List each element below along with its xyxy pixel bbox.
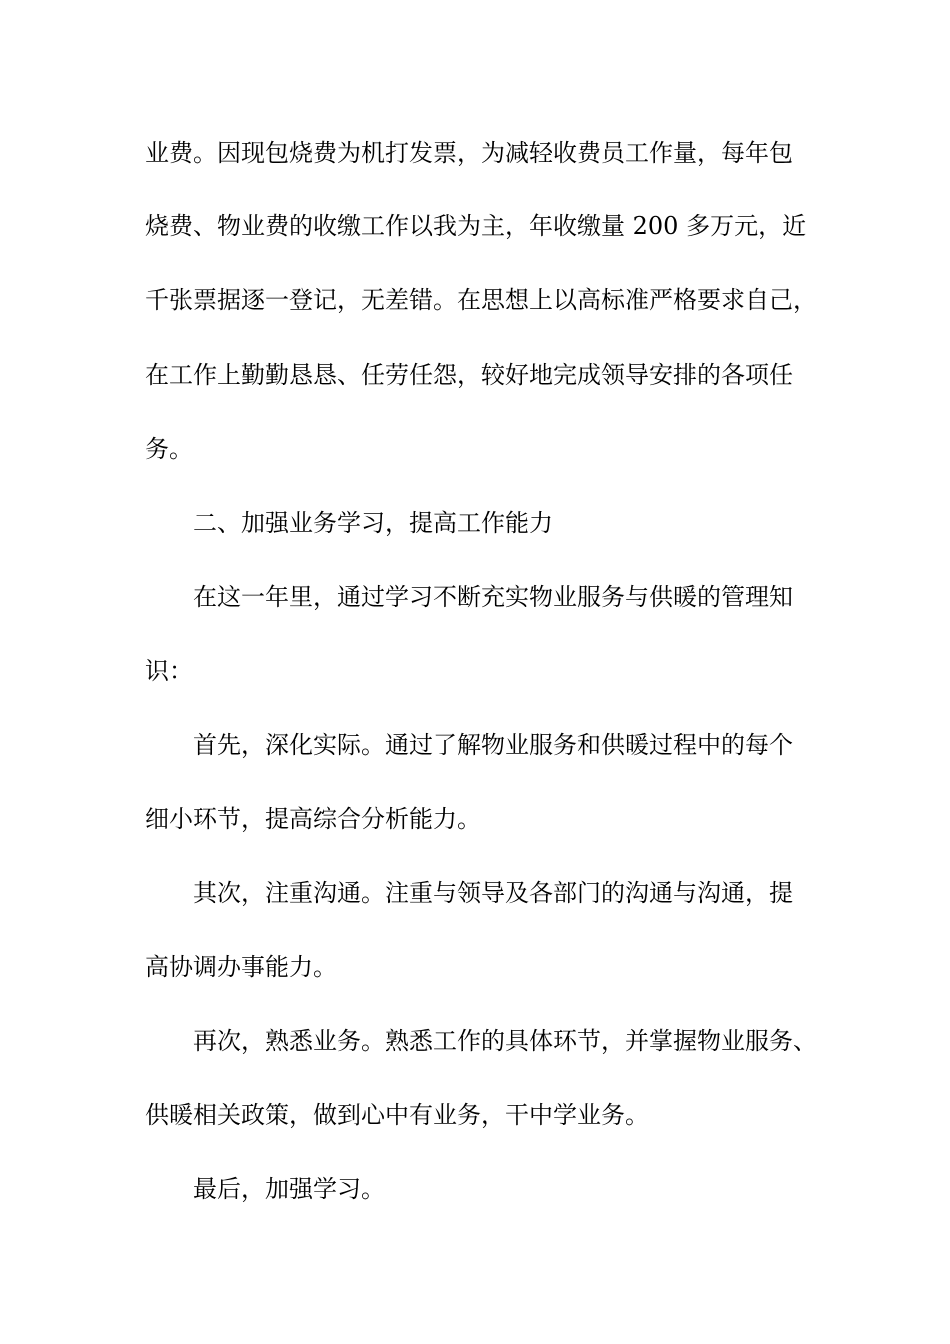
text-line: 千张票据逐一登记，无差错。在思想上以高标准严格要求自己， [145,286,817,314]
text-line: 业费。因现包烧费为机打发票，为减轻收费员工作量，每年包 [145,139,793,167]
paragraph-start: 最后，加强学习。 [193,1175,385,1203]
section-heading: 二、加强业务学习，提高工作能力 [193,509,553,537]
text-line: 高协调办事能力。 [145,953,337,981]
text-line: 烧费、物业费的收缴工作以我为主，年收缴量 200 多万元，近 [145,212,807,240]
text-line: 务。 [145,435,193,463]
text-line: 供暖相关政策，做到心中有业务，干中学业务。 [145,1101,649,1129]
text-line: 在工作上勤勤恳恳、任劳任怨，较好地完成领导安排的各项任 [145,361,793,389]
text-line: 细小环节，提高综合分析能力。 [145,805,481,833]
text-line: 识： [145,657,193,685]
paragraph-start: 在这一年里，通过学习不断充实物业服务与供暖的管理知 [193,583,793,611]
paragraph-start: 首先，深化实际。通过了解物业服务和供暖过程中的每个 [193,731,793,759]
paragraph-start: 其次，注重沟通。注重与领导及各部门的沟通与沟通，提 [193,879,793,907]
paragraph-start: 再次，熟悉业务。熟悉工作的具体环节，并掌握物业服务、 [193,1027,817,1055]
